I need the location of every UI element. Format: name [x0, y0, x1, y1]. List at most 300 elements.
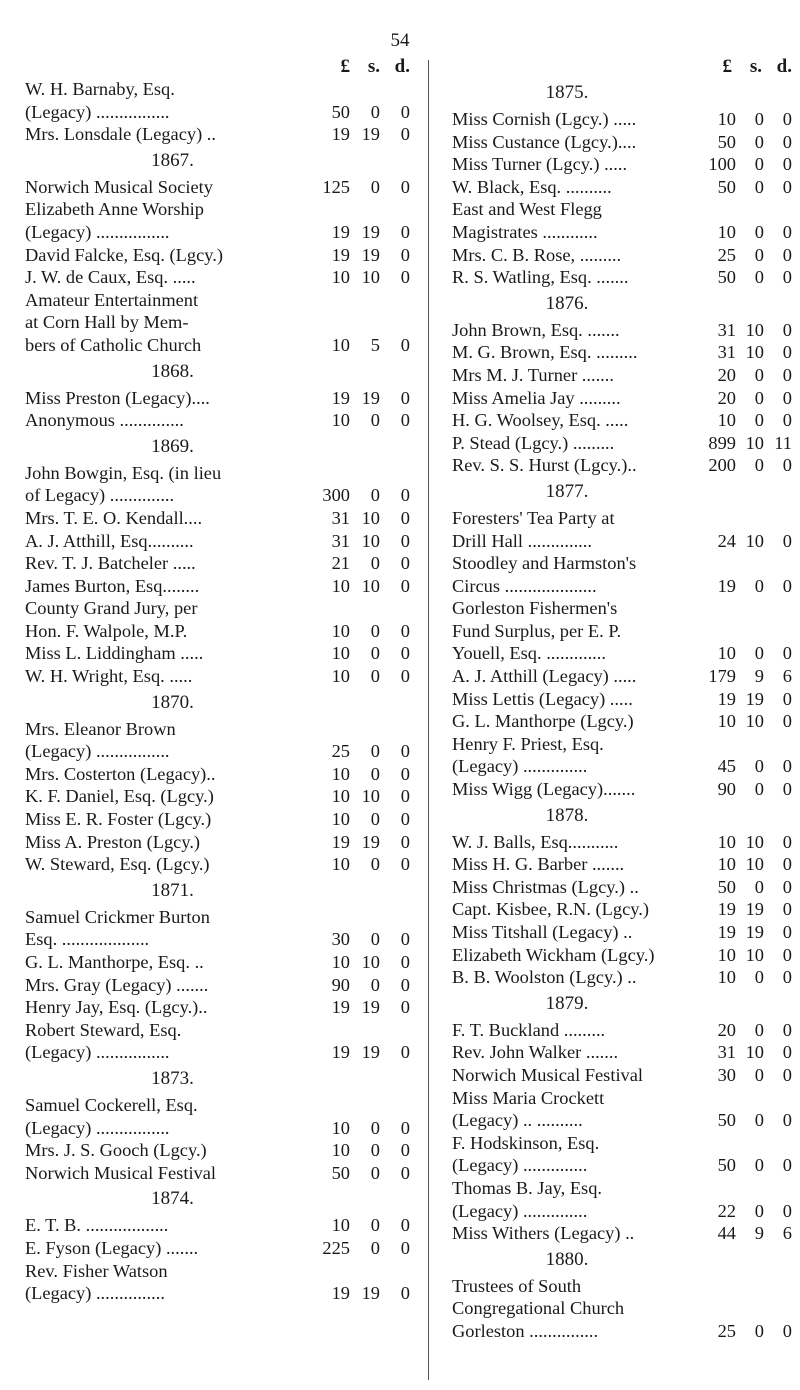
pounds-value: 22: [717, 1200, 736, 1221]
entry-line: [452, 176, 792, 199]
entry-amount: [694, 831, 792, 854]
entry-line: [25, 289, 410, 312]
entry-text: Mrs. Eleanor Brown: [25, 718, 176, 739]
pence-value: 0: [400, 786, 410, 807]
shillings-value: 19: [361, 831, 380, 852]
entry-line: [25, 597, 410, 620]
pence-value: 6: [782, 1223, 792, 1244]
entry-line: [452, 966, 792, 989]
entry-amount: [694, 364, 792, 387]
entry-amount: [694, 966, 792, 989]
entry-text: Miss H. G. Barber .......: [452, 854, 625, 875]
pence-value: 0: [782, 643, 792, 664]
entry-text: Rev. T. J. Batcheler .....: [25, 553, 196, 574]
entry-line: [25, 853, 410, 876]
right-column: [452, 56, 792, 1343]
entry-amount: [694, 1041, 792, 1064]
entry-text: Norwich Musical Festival: [25, 1162, 217, 1183]
entry-amount: [694, 266, 792, 289]
pence-value: 0: [400, 530, 410, 551]
shillings-value: 19: [361, 1042, 380, 1063]
entry-line: [452, 244, 792, 267]
pence-value: 0: [400, 997, 410, 1018]
entry-text: at Corn Hall by Mem-: [25, 312, 189, 333]
shillings-value: 0: [754, 176, 764, 197]
pounds-value: 19: [717, 922, 736, 942]
pounds-value: 300: [322, 485, 350, 506]
pounds-value: 10: [331, 666, 350, 687]
pounds-value: 21: [331, 553, 350, 574]
shillings-value: 0: [370, 809, 380, 830]
entry-amount: [316, 996, 410, 1019]
pounds-value: 50: [717, 131, 736, 152]
entry-line: [452, 131, 792, 154]
pounds-value: 10: [717, 831, 736, 852]
entry-text: Robert Steward, Esq.: [25, 1019, 182, 1040]
pence-value: 0: [782, 319, 792, 340]
entry-amount: [316, 221, 410, 244]
entry-amount: [694, 1019, 792, 1042]
entry-amount: [316, 951, 410, 974]
entry-line: [25, 642, 410, 665]
pence-value: 0: [400, 952, 410, 972]
entry-line: [452, 198, 792, 221]
page-number: 54: [390, 30, 410, 51]
entry-line: [452, 1200, 792, 1223]
entry-text: A. J. Atthill, Esq..........: [25, 530, 194, 551]
entry-line: [452, 530, 792, 553]
entry-text: Hon. F. Walpole, M.P.: [25, 620, 188, 641]
pounds-value: 50: [717, 876, 736, 897]
entry-text: County Grand Jury, per: [25, 598, 198, 619]
entry-line: [452, 364, 792, 387]
pounds-value: 19: [331, 831, 350, 852]
entry-text: Samuel Crickmer Burton: [25, 906, 210, 927]
shillings-value: 0: [370, 176, 380, 197]
entry-amount: [316, 1117, 410, 1140]
pounds-value: 20: [717, 364, 736, 385]
pounds-value: 50: [717, 176, 736, 197]
entry-amount: [694, 221, 792, 244]
pence-value: 0: [400, 244, 410, 265]
entry-line: [25, 221, 410, 244]
entry-line: [452, 755, 792, 778]
shillings-value: 10: [745, 711, 764, 732]
pounds-value: 19: [717, 899, 736, 920]
year-heading: 1878.: [545, 804, 589, 826]
currency-header: [452, 56, 792, 78]
entry-amount: [694, 1200, 792, 1223]
pounds-value: 125: [322, 176, 350, 197]
entry-amount: [316, 387, 410, 410]
entry-text: Circus ....................: [452, 575, 597, 596]
entry-text: (Legacy) .. ..........: [452, 1110, 583, 1131]
shillings-header: s.: [367, 56, 380, 77]
pence-value: 0: [782, 756, 792, 777]
shillings-value: 0: [754, 1155, 764, 1176]
entry-amount: [694, 665, 792, 688]
pence-value: 0: [782, 922, 792, 942]
entry-text: (Legacy) ...............: [25, 1283, 165, 1304]
entry-line: [452, 831, 792, 854]
pounds-value: 19: [717, 688, 736, 709]
pounds-value: 10: [331, 643, 350, 664]
entry-amount: [316, 853, 410, 876]
entry-line: [25, 740, 410, 763]
entry-line: [452, 387, 792, 410]
pounds-value: 19: [331, 1283, 350, 1304]
entry-line: [25, 552, 410, 575]
entry-text: M. G. Brown, Esq. .........: [452, 342, 638, 363]
shillings-value: 19: [745, 899, 764, 920]
entry-text: David Falcke, Esq. (Lgcy.): [25, 244, 223, 265]
pence-value: 0: [782, 530, 792, 551]
pounds-value: 20: [717, 1019, 736, 1040]
shillings-value: 0: [754, 575, 764, 596]
pence-value: 0: [400, 974, 410, 995]
entry-line: [25, 311, 410, 334]
entry-text: of Legacy) ..............: [25, 485, 175, 506]
pence-value: 0: [782, 688, 792, 709]
pence-value: 0: [400, 334, 410, 355]
entry-line: [25, 101, 410, 124]
pounds-value: 19: [331, 997, 350, 1018]
entry-line: [452, 853, 792, 876]
pence-value: 0: [400, 267, 410, 288]
pounds-value: 31: [717, 342, 736, 363]
pence-header: d.: [776, 56, 792, 77]
shillings-value: 10: [745, 831, 764, 852]
entry-text: (Legacy) ..............: [452, 1200, 588, 1221]
entry-amount: [694, 319, 792, 342]
entry-line: [25, 951, 410, 974]
shillings-value: 0: [370, 485, 380, 506]
entry-text: Amateur Entertainment: [25, 289, 199, 310]
entry-text: Rev. John Walker .......: [452, 1042, 619, 1063]
pounds-value: 200: [708, 455, 736, 476]
entry-line: [452, 409, 792, 432]
entry-line: [25, 1282, 410, 1305]
entry-text: (Legacy) ..............: [452, 756, 588, 777]
year-heading: 1867.: [151, 149, 194, 171]
entry-text: (Legacy) ..............: [452, 1155, 588, 1176]
entry-text: Congregational Church: [452, 1298, 625, 1319]
entry-line: [452, 153, 792, 176]
entry-text: W. J. Balls, Esq...........: [452, 831, 619, 852]
entry-text: A. J. Atthill (Legacy) .....: [452, 666, 637, 687]
entry-text: W. Steward, Esq. (Lgcy.): [25, 854, 210, 875]
entry-amount: [694, 944, 792, 967]
entry-line: [25, 665, 410, 688]
entry-text: Gorleston Fishermen's: [452, 598, 618, 619]
shillings-value: 0: [754, 221, 764, 242]
pounds-value: 10: [717, 711, 736, 732]
pence-value: 0: [782, 711, 792, 732]
entry-line: [452, 1275, 792, 1298]
entry-line: [25, 484, 410, 507]
pence-value: 0: [782, 131, 792, 152]
shillings-value: 0: [370, 1117, 380, 1138]
pounds-value: 50: [717, 1155, 736, 1176]
entry-amount: [316, 575, 410, 598]
pence-value: 0: [782, 267, 792, 288]
pounds-value: 10: [717, 410, 736, 431]
entry-amount: [694, 898, 792, 921]
shillings-value: 10: [361, 530, 380, 551]
pounds-value: 24: [717, 530, 736, 551]
entry-amount: [316, 831, 410, 854]
pounds-value: 100: [708, 154, 736, 175]
entry-text: Miss E. R. Foster (Lgcy.): [25, 809, 212, 830]
shillings-value: 0: [370, 974, 380, 995]
entry-line: [452, 1064, 792, 1087]
entry-line: [452, 921, 792, 944]
pence-value: 0: [782, 1155, 792, 1176]
shillings-value: 0: [754, 410, 764, 431]
year-heading: 1876.: [545, 292, 589, 314]
entry-text: Mrs. Costerton (Legacy)..: [25, 763, 216, 784]
entry-text: Trustees of South: [452, 1275, 582, 1296]
shillings-value: 0: [754, 1320, 764, 1341]
pounds-value: 10: [717, 854, 736, 875]
pence-value: 0: [400, 410, 410, 431]
entry-amount: [694, 876, 792, 899]
entry-amount: [316, 665, 410, 688]
pounds-value: 44: [717, 1223, 736, 1244]
shillings-value: 10: [745, 319, 764, 340]
pence-value: 0: [782, 221, 792, 242]
entry-line: [25, 1260, 410, 1283]
entry-line: [452, 575, 792, 598]
entry-amount: [316, 1162, 410, 1185]
pence-value: 0: [400, 1237, 410, 1258]
entry-amount: [316, 785, 410, 808]
year-heading: 1874.: [151, 1188, 194, 1210]
entry-line: [25, 198, 410, 221]
pence-value: 6: [782, 666, 792, 687]
entry-text: Miss Lettis (Legacy) .....: [452, 688, 633, 709]
entry-text: Miss Wigg (Legacy).......: [452, 779, 636, 800]
entry-text: R. S. Watling, Esq. .......: [452, 267, 629, 288]
pounds-value: 90: [717, 779, 736, 800]
entry-line: [25, 831, 410, 854]
entry-line: [25, 462, 410, 485]
entry-text: Mrs. T. E. O. Kendall....: [25, 507, 203, 528]
entry-amount: [316, 1237, 410, 1260]
entry-text: Miss L. Liddingham .....: [25, 643, 204, 664]
entry-line: [25, 906, 410, 929]
entry-text: Miss Titshall (Legacy) ..: [452, 922, 633, 942]
entry-text: Rev. S. S. Hurst (Lgcy.)..: [452, 455, 637, 476]
pounds-value: 10: [331, 1140, 350, 1161]
entry-amount: [316, 763, 410, 786]
entry-text: (Legacy) ................: [25, 1042, 170, 1063]
entry-amount: [316, 642, 410, 665]
entry-line: [25, 763, 410, 786]
entry-text: G. L. Manthorpe (Lgcy.): [452, 711, 634, 732]
pence-value: 0: [782, 967, 792, 988]
entry-text: Mrs. J. S. Gooch (Lgcy.): [25, 1140, 207, 1161]
pounds-value: 30: [717, 1064, 736, 1085]
shillings-value: 9: [754, 666, 764, 687]
pounds-value: 20: [717, 387, 736, 408]
pounds-value: 50: [331, 1162, 350, 1183]
entry-line: [452, 1222, 792, 1245]
entry-line: [25, 1139, 410, 1162]
entry-line: [452, 108, 792, 131]
entry-line: [452, 1297, 792, 1320]
pence-value: 0: [782, 779, 792, 800]
entry-amount: [694, 432, 792, 455]
pence-value: 0: [400, 485, 410, 506]
entry-text: Miss A. Preston (Lgcy.): [25, 831, 201, 852]
entry-amount: [316, 123, 410, 146]
pence-header: d.: [394, 56, 410, 77]
pence-value: 0: [782, 154, 792, 175]
pounds-value: 10: [717, 643, 736, 664]
entry-text: B. B. Woolston (Lgcy.) ..: [452, 967, 637, 988]
entry-amount: [316, 1041, 410, 1064]
entry-line: [452, 1154, 792, 1177]
entry-amount: [694, 454, 792, 477]
shillings-value: 0: [370, 1162, 380, 1183]
entry-text: J. W. de Caux, Esq. .....: [25, 267, 196, 288]
entry-amount: [694, 778, 792, 801]
shillings-value: 10: [745, 1042, 764, 1063]
shillings-value: 19: [745, 922, 764, 942]
pounds-value: 10: [717, 109, 736, 129]
shillings-value: 10: [361, 952, 380, 972]
entry-amount: [694, 530, 792, 553]
entry-line: [452, 432, 792, 455]
shillings-value: 0: [754, 455, 764, 476]
shillings-value: 10: [361, 267, 380, 288]
entry-line: [452, 507, 792, 530]
column-divider: [428, 60, 429, 1380]
entry-amount: [694, 244, 792, 267]
year-heading: 1871.: [151, 879, 194, 901]
shillings-value: 0: [754, 244, 764, 265]
pounds-value: 899: [708, 432, 736, 453]
pence-value: 0: [400, 854, 410, 875]
shillings-value: 0: [370, 1140, 380, 1161]
entry-line: [25, 974, 410, 997]
entry-amount: [694, 387, 792, 410]
pounds-value: 10: [331, 763, 350, 784]
entry-text: Miss Maria Crockett: [452, 1087, 605, 1108]
pence-value: 0: [782, 455, 792, 476]
year-heading: 1877.: [545, 480, 589, 502]
entry-amount: [316, 1214, 410, 1237]
entry-line: [25, 176, 410, 199]
pounds-value: 10: [717, 944, 736, 965]
pence-value: 0: [400, 1215, 410, 1236]
shillings-value: 0: [370, 929, 380, 950]
entry-text: Gorleston ...............: [452, 1320, 599, 1341]
pence-value: 0: [782, 831, 792, 852]
entry-line: [25, 507, 410, 530]
entry-line: [452, 221, 792, 244]
pence-value: 0: [782, 364, 792, 385]
shillings-value: 19: [361, 221, 380, 242]
entry-line: [452, 1320, 792, 1343]
pounds-value: 10: [331, 1117, 350, 1138]
pence-value: 11: [774, 432, 792, 453]
shillings-value: 10: [745, 432, 764, 453]
entry-text: (Legacy) ................: [25, 101, 170, 122]
pence-value: 0: [400, 575, 410, 596]
entry-amount: [694, 176, 792, 199]
shillings-value: 0: [754, 1019, 764, 1040]
entry-amount: [694, 853, 792, 876]
pounds-value: 25: [331, 741, 350, 762]
entry-text: James Burton, Esq........: [25, 575, 200, 596]
entry-line: [25, 1162, 410, 1185]
right-entries: [452, 78, 792, 1343]
entry-text: (Legacy) ................: [25, 221, 170, 242]
entry-line: [25, 530, 410, 553]
entry-amount: [316, 266, 410, 289]
shillings-value: 0: [754, 131, 764, 152]
entry-amount: [694, 153, 792, 176]
pounds-value: 19: [331, 244, 350, 265]
entry-line: [25, 78, 410, 101]
shillings-value: 0: [370, 101, 380, 122]
shillings-value: 10: [361, 575, 380, 596]
pence-value: 0: [400, 809, 410, 830]
entry-amount: [316, 244, 410, 267]
entry-text: K. F. Daniel, Esq. (Lgcy.): [25, 786, 214, 807]
pounds-value: 179: [708, 666, 736, 687]
pounds-value: 50: [717, 267, 736, 288]
pence-value: 0: [782, 387, 792, 408]
entry-amount: [694, 108, 792, 131]
year-heading: 1879.: [545, 992, 589, 1014]
entry-line: [25, 785, 410, 808]
shillings-value: 0: [370, 1237, 380, 1258]
entry-text: Thomas B. Jay, Esq.: [452, 1177, 603, 1198]
entry-line: [452, 733, 792, 756]
entry-line: [25, 996, 410, 1019]
pounds-header: £: [340, 56, 350, 77]
entry-amount: [694, 409, 792, 432]
entry-text: John Bowgin, Esq. (in lieu: [25, 462, 222, 483]
shillings-value: 0: [370, 666, 380, 687]
entry-text: Fund Surplus, per E. P.: [452, 620, 622, 641]
year-heading: 1880.: [545, 1248, 589, 1270]
entry-text: Henry F. Priest, Esq.: [452, 733, 604, 754]
entry-text: bers of Catholic Church: [25, 334, 202, 355]
entry-amount: [316, 484, 410, 507]
shillings-value: 0: [370, 1215, 380, 1236]
entry-line: [25, 928, 410, 951]
year-heading: 1875.: [545, 82, 589, 103]
entry-line: [25, 1117, 410, 1140]
pence-value: 0: [782, 1064, 792, 1085]
pence-value: 0: [782, 109, 792, 129]
entry-line: [452, 552, 792, 575]
pence-value: 0: [400, 553, 410, 574]
shillings-value: 0: [754, 364, 764, 385]
shillings-value: 0: [370, 763, 380, 784]
entry-text: Esq. ...................: [25, 929, 150, 950]
shillings-value: 19: [361, 124, 380, 145]
pounds-value: 31: [717, 1042, 736, 1063]
entry-amount: [316, 620, 410, 643]
shillings-value: 10: [745, 530, 764, 551]
entry-line: [452, 1087, 792, 1110]
shillings-value: 0: [370, 410, 380, 431]
